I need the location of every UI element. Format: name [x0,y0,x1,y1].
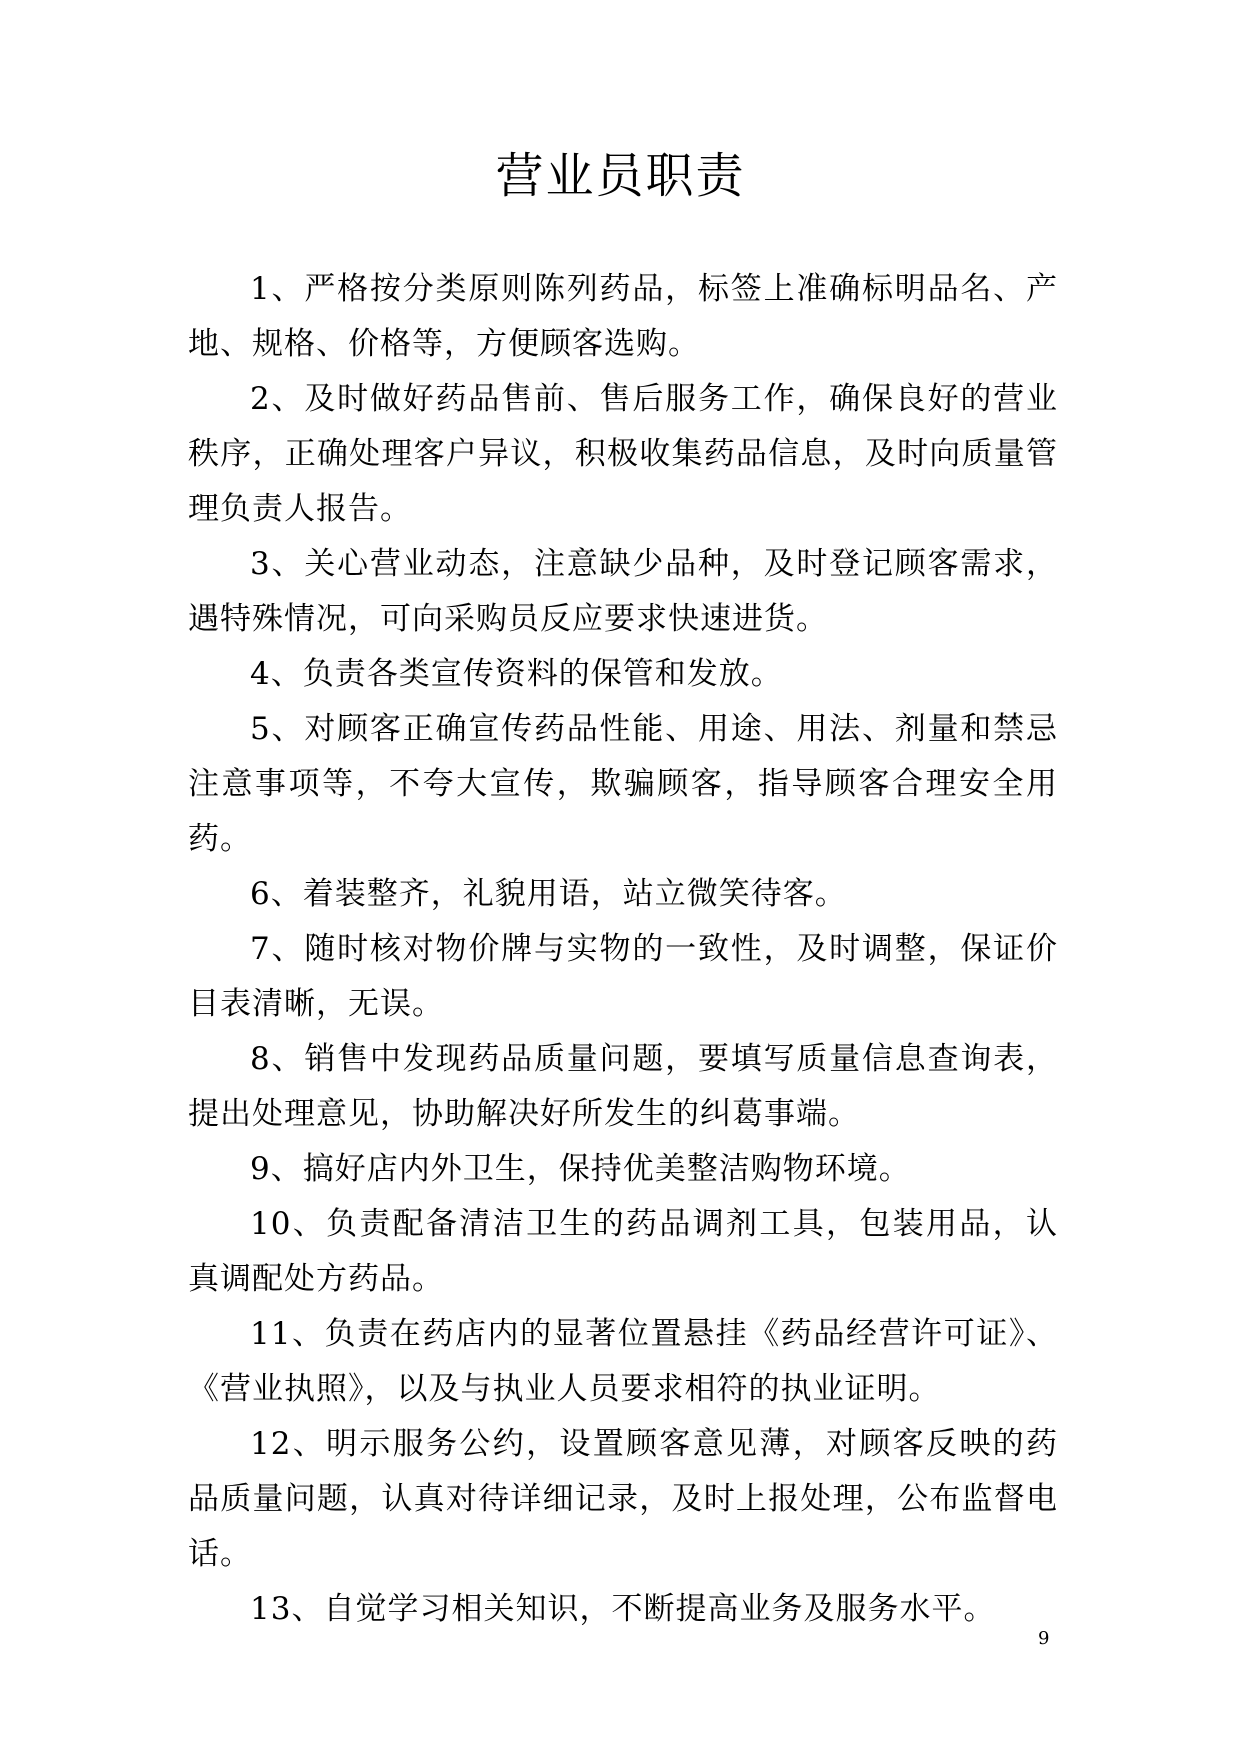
duty-item-5: 5、对顾客正确宣传药品性能、用途、用法、剂量和禁忌注意事项等，不夸大宣传，欺骗顾客，指导顾客合理安全用药。 [188,711,1058,857]
page-number: 9 [1038,1628,1050,1649]
duty-item-1: 1、严格按分类原则陈列药品，标签上准确标明品名、产地、规格、价格等，方便顾客选购。 [188,271,1058,362]
page-title: 营业员职责 [495,148,746,204]
duty-item-4: 4、负责各类宣传资料的保管和发放。 [250,656,783,692]
duty-item-9: 9、搞好店内外卫生，保持优美整洁购物环境。 [250,1151,911,1187]
duties-list [188,262,1058,1637]
duty-item-7: 7、随时核对物价牌与实物的一致性，及时调整，保证价目表清晰，无误。 [188,931,1058,1022]
duty-item-10: 10、负责配备清洁卫生的药品调剂工具，包装用品，认真调配处方药品。 [188,1206,1058,1297]
duty-item-8: 8、销售中发现药品质量问题，要填写质量信息查询表，提出处理意见，协助解决好所发生的纠葛事端。 [188,1041,1058,1132]
duty-item-6: 6、着装整齐，礼貌用语，站立微笑待客。 [250,876,847,912]
duty-item-13: 13、自觉学习相关知识，不断提高业务及服务水平。 [250,1591,996,1627]
duty-item-3: 3、关心营业动态，注意缺少品种，及时登记顾客需求，遇特殊情况，可向采购员反应要求快速进货。 [188,546,1058,637]
duty-item-11: 11、负责在药店内的显著位置悬挂《药品经营许可证》、《营业执照》，以及与执业人员要求相符的执业证明。 [188,1316,1058,1407]
duty-item-2: 2、及时做好药品售前、售后服务工作，确保良好的营业秩序，正确处理客户异议，积极收集药品信息，及时向质量管理负责人报告。 [188,381,1058,527]
duty-item-12: 12、明示服务公约，设置顾客意见薄，对顾客反映的药品质量问题，认真对待详细记录，及时上报处理，公布监督电话。 [188,1426,1058,1572]
